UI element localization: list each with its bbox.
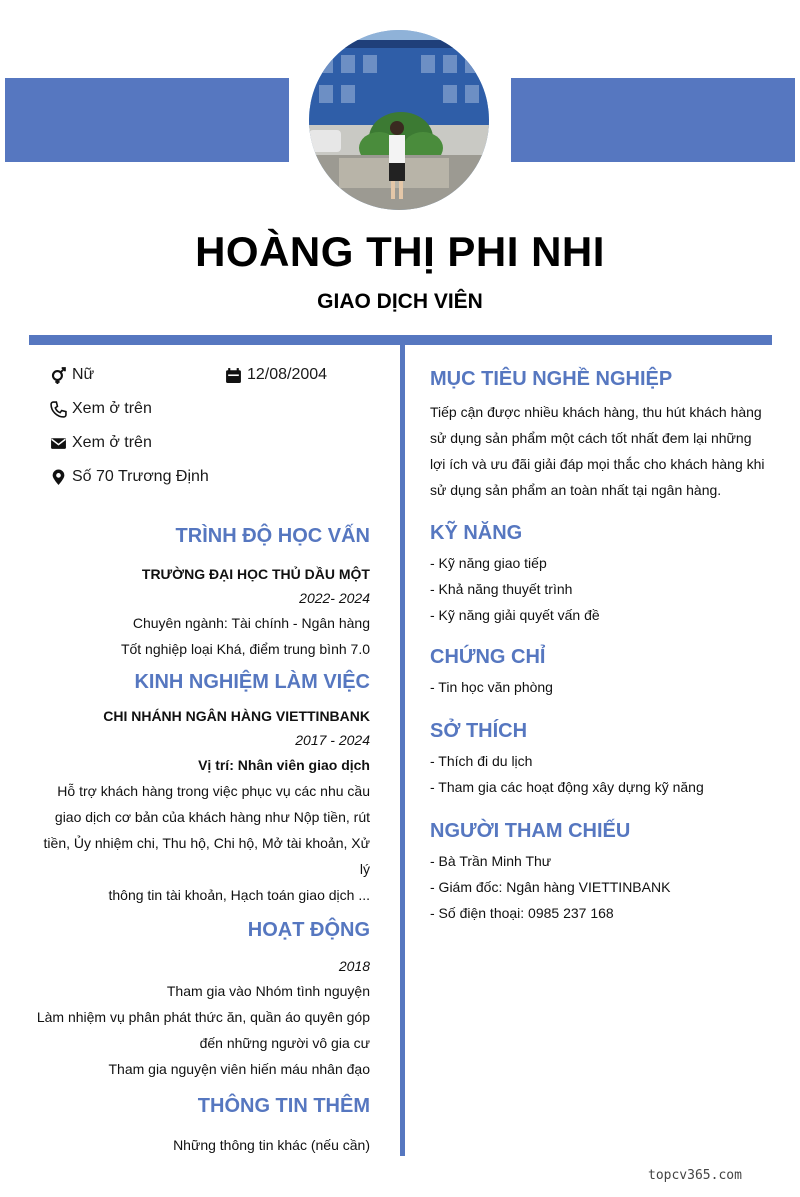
education-period: 2022- 2024 — [299, 590, 370, 606]
objective-line: sử dụng sản phẩm an toàn nhất tại ngân hàng. — [430, 482, 722, 498]
column-divider — [400, 345, 405, 1156]
activities-line: Tham gia vào Nhóm tình nguyện — [166, 983, 370, 999]
candidate-name: HOÀNG THỊ PHI NHI — [195, 228, 605, 275]
experience-desc-line: giao dịch cơ bản của khách hàng như Nộp tiền, rút — [54, 809, 370, 825]
experience-period: 2017 - 2024 — [295, 732, 370, 748]
activities-title: HOẠT ĐỘNG — [247, 919, 370, 941]
header-band-right — [511, 78, 795, 162]
additional-title: THÔNG TIN THÊM — [197, 1095, 370, 1117]
profile-photo — [309, 30, 489, 210]
education-grade: Tốt nghiệp loại Khá, điểm trung bình 7.0 — [120, 641, 370, 657]
skill-item: - Kỹ năng giải quyết vấn đề — [430, 607, 600, 623]
header-divider — [29, 335, 772, 345]
address-value: Số 70 Trương Định — [72, 468, 209, 485]
education-major: Chuyên ngành: Tài chính - Ngân hàng — [132, 615, 370, 631]
education-school: TRƯỜNG ĐẠI HỌC THỦ DẦU MỘT — [141, 566, 370, 582]
phone-icon — [50, 401, 67, 418]
phone-item — [50, 400, 152, 418]
birthdate-value: 12/08/2004 — [247, 366, 328, 383]
reference-item: - Bà Trần Minh Thư — [430, 853, 552, 869]
experience-desc-line: Hỗ trợ khách hàng trong việc phục vụ các nhu cầu — [57, 783, 370, 799]
activities-line: đến những người vô gia cư — [199, 1035, 370, 1051]
activities-line: Tham gia nguyện viên hiến máu nhân đạo — [108, 1061, 370, 1077]
activities-line: Làm nhiệm vụ phân phát thức ăn, quần áo quyên góp — [36, 1009, 370, 1025]
address-item — [50, 468, 209, 486]
skill-item: - Kỹ năng giao tiếp — [430, 555, 547, 571]
birthdate-item — [225, 366, 327, 384]
reference-item: - Số điện thoại: 0985 237 168 — [430, 905, 614, 921]
location-pin-icon — [50, 469, 67, 486]
gender-value: Nữ — [72, 366, 95, 383]
experience-desc-line: thông tin tài khoản, Hạch toán giao dịch ... — [108, 887, 370, 903]
experience-position: Vị trí: Nhân viên giao dịch — [198, 757, 370, 773]
gender-icon — [50, 367, 67, 384]
candidate-role: GIAO DỊCH VIÊN — [317, 290, 483, 313]
reference-item: - Giám đốc: Ngân hàng VIETTINBANK — [430, 879, 671, 895]
email-item — [50, 434, 152, 452]
experience-title: KINH NGHIỆM LÀM VIỆC — [134, 671, 370, 693]
header-band-left — [5, 78, 289, 162]
skills-title: KỸ NĂNG — [430, 522, 523, 544]
hobbies-title: SỞ THÍCH — [430, 720, 528, 742]
email-icon — [50, 435, 67, 452]
certificate-item: - Tin học văn phòng — [430, 679, 553, 695]
email-value: Xem ở trên — [72, 434, 152, 451]
experience-desc-line: tiền, Ủy nhiệm chi, Thu hộ, Chi hộ, Mở tài khoản, Xử lý — [43, 835, 370, 877]
certificates-title: CHỨNG CHỈ — [430, 646, 546, 668]
objective-line: lợi ích và ưu đãi giải đáp mọi thắc cho khách hàng khi — [430, 456, 765, 472]
right-column — [430, 362, 768, 926]
objective-line: Tiếp cận được nhiều khách hàng, thu hút khách hàng — [430, 404, 762, 420]
objective-title: MỤC TIÊU NGHỀ NGHIỆP — [430, 368, 673, 390]
references-title: NGƯỜI THAM CHIẾU — [430, 820, 631, 842]
hobby-item: - Thích đi du lịch — [430, 753, 533, 769]
education-title: TRÌNH ĐỘ HỌC VẤN — [175, 525, 370, 547]
gender-item — [50, 366, 94, 384]
objective-line: sử dụng sản phẩm một cách tốt nhất đem lại những — [430, 430, 752, 446]
activities-period: 2018 — [338, 958, 370, 974]
additional-text: Những thông tin khác (nếu cần) — [173, 1137, 370, 1153]
left-column — [30, 518, 370, 1158]
hobby-item: - Tham gia các hoạt động xây dựng kỹ năng — [430, 779, 704, 795]
experience-company: CHI NHÁNH NGÂN HÀNG VIETTINBANK — [103, 708, 370, 724]
calendar-icon — [225, 367, 242, 384]
phone-value: Xem ở trên — [72, 400, 152, 417]
footer-watermark: topcv365.com — [648, 1168, 742, 1183]
skill-item: - Khả năng thuyết trình — [430, 581, 573, 597]
